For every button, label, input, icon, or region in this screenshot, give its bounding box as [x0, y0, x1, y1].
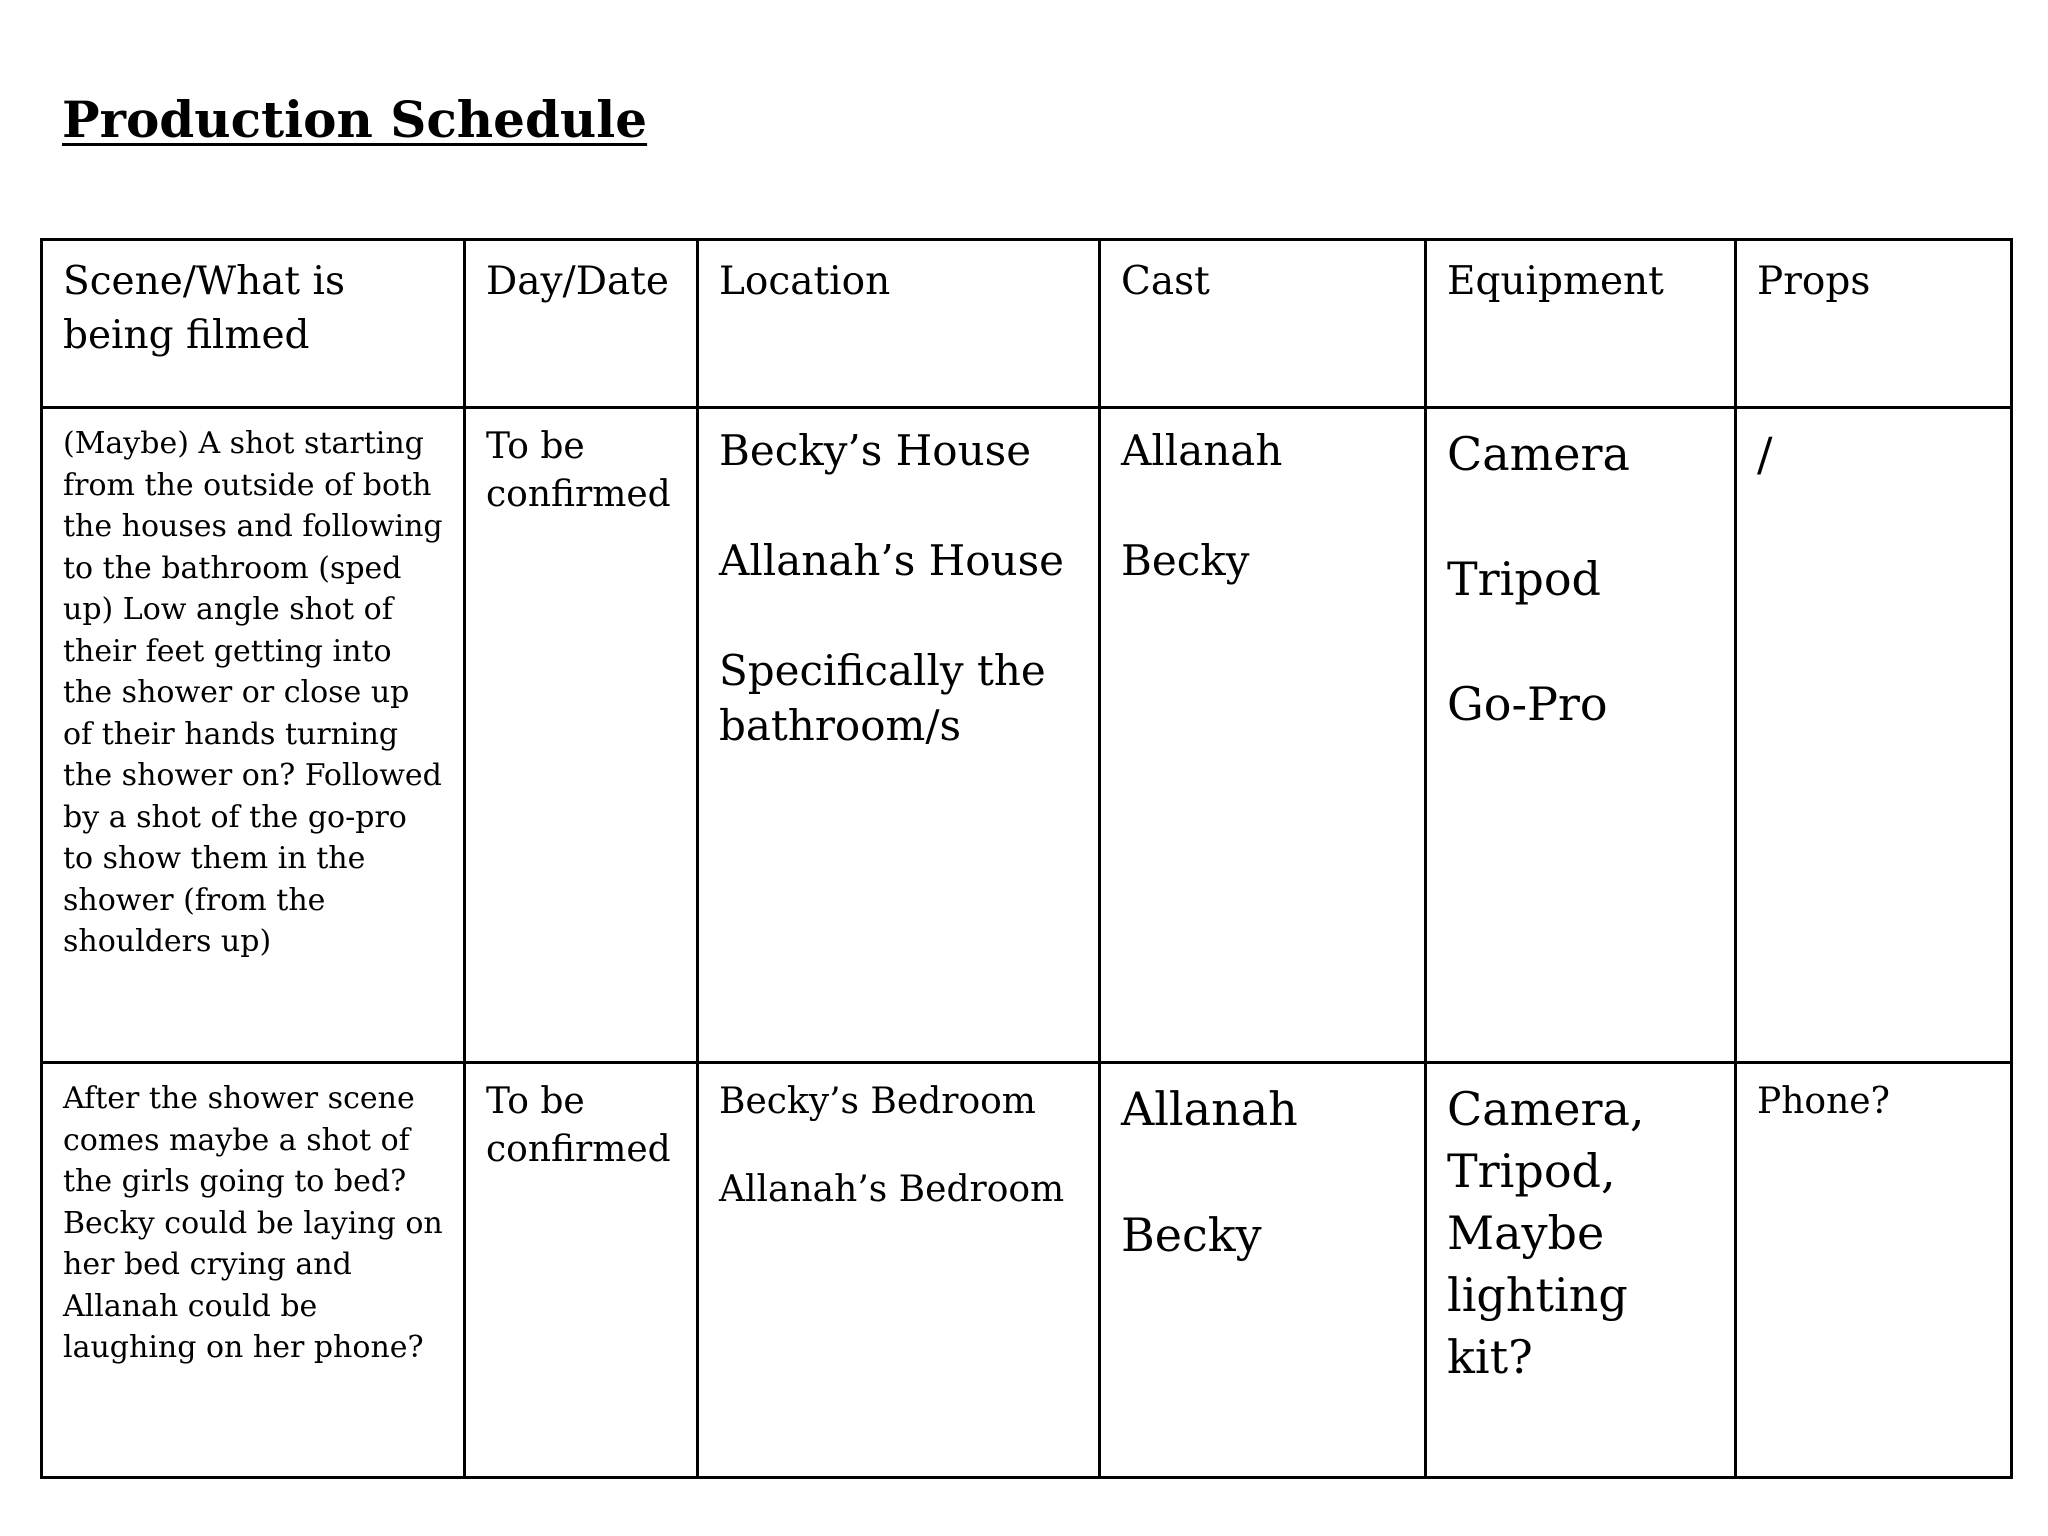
- location-item: Becky’s House: [719, 426, 1032, 475]
- column-header-equipment: Equipment: [1426, 240, 1736, 408]
- location-cell: [698, 408, 1100, 1063]
- date-cell: To be confirmed: [465, 1063, 698, 1478]
- cast-cell: [1100, 1063, 1426, 1478]
- page-title: Production Schedule: [62, 90, 648, 149]
- location-cell: [698, 1063, 1100, 1478]
- table-row: [42, 1063, 2012, 1478]
- cast-member: Becky: [1121, 536, 1250, 585]
- location-item: Specifically the bathroom/s: [719, 646, 1046, 750]
- equipment-item: Go-Pro: [1447, 677, 1608, 731]
- column-header-scene: Scene/What is being filmed: [42, 240, 465, 408]
- cast-member: Allanah: [1121, 426, 1283, 475]
- scene-cell: (Maybe) A shot starting from the outside of both the houses and following to the bathroom (sped up) Low angle shot of their feet getting into the shower or close up of their hands turning the shower on? Followed by a shot of the go-pro to show them in the shower (from the shoulders up): [42, 408, 465, 1063]
- location-item: Allanah’s House: [719, 536, 1065, 585]
- cast-member: Becky: [1121, 1208, 1262, 1262]
- column-header-cast: Cast: [1100, 240, 1426, 408]
- column-header-date: Day/Date: [465, 240, 698, 408]
- equipment-item: Tripod: [1447, 552, 1601, 606]
- date-cell: To be confirmed: [465, 408, 698, 1063]
- equipment-cell: Camera, Tripod, Maybe lighting kit?: [1426, 1063, 1736, 1478]
- location-item: Allanah’s Bedroom: [719, 1169, 1065, 1210]
- scene-cell: After the shower scene comes maybe a shot of the girls going to bed? Becky could be laying on her bed crying and Allanah could be laughing on her phone?: [42, 1063, 465, 1478]
- equipment-item: Camera: [1447, 427, 1630, 481]
- equipment-cell: [1426, 408, 1736, 1063]
- props-cell: Phone?: [1736, 1063, 2012, 1478]
- cast-member: Allanah: [1121, 1082, 1298, 1136]
- cast-cell: [1100, 408, 1426, 1063]
- props-cell: /: [1736, 408, 2012, 1063]
- table-header-row: [42, 240, 2012, 408]
- column-header-props: Props: [1736, 240, 2012, 408]
- table-row: [42, 408, 2012, 1063]
- production-schedule-table: [40, 238, 2013, 1479]
- location-item: Becky’s Bedroom: [719, 1081, 1036, 1122]
- column-header-location: Location: [698, 240, 1100, 408]
